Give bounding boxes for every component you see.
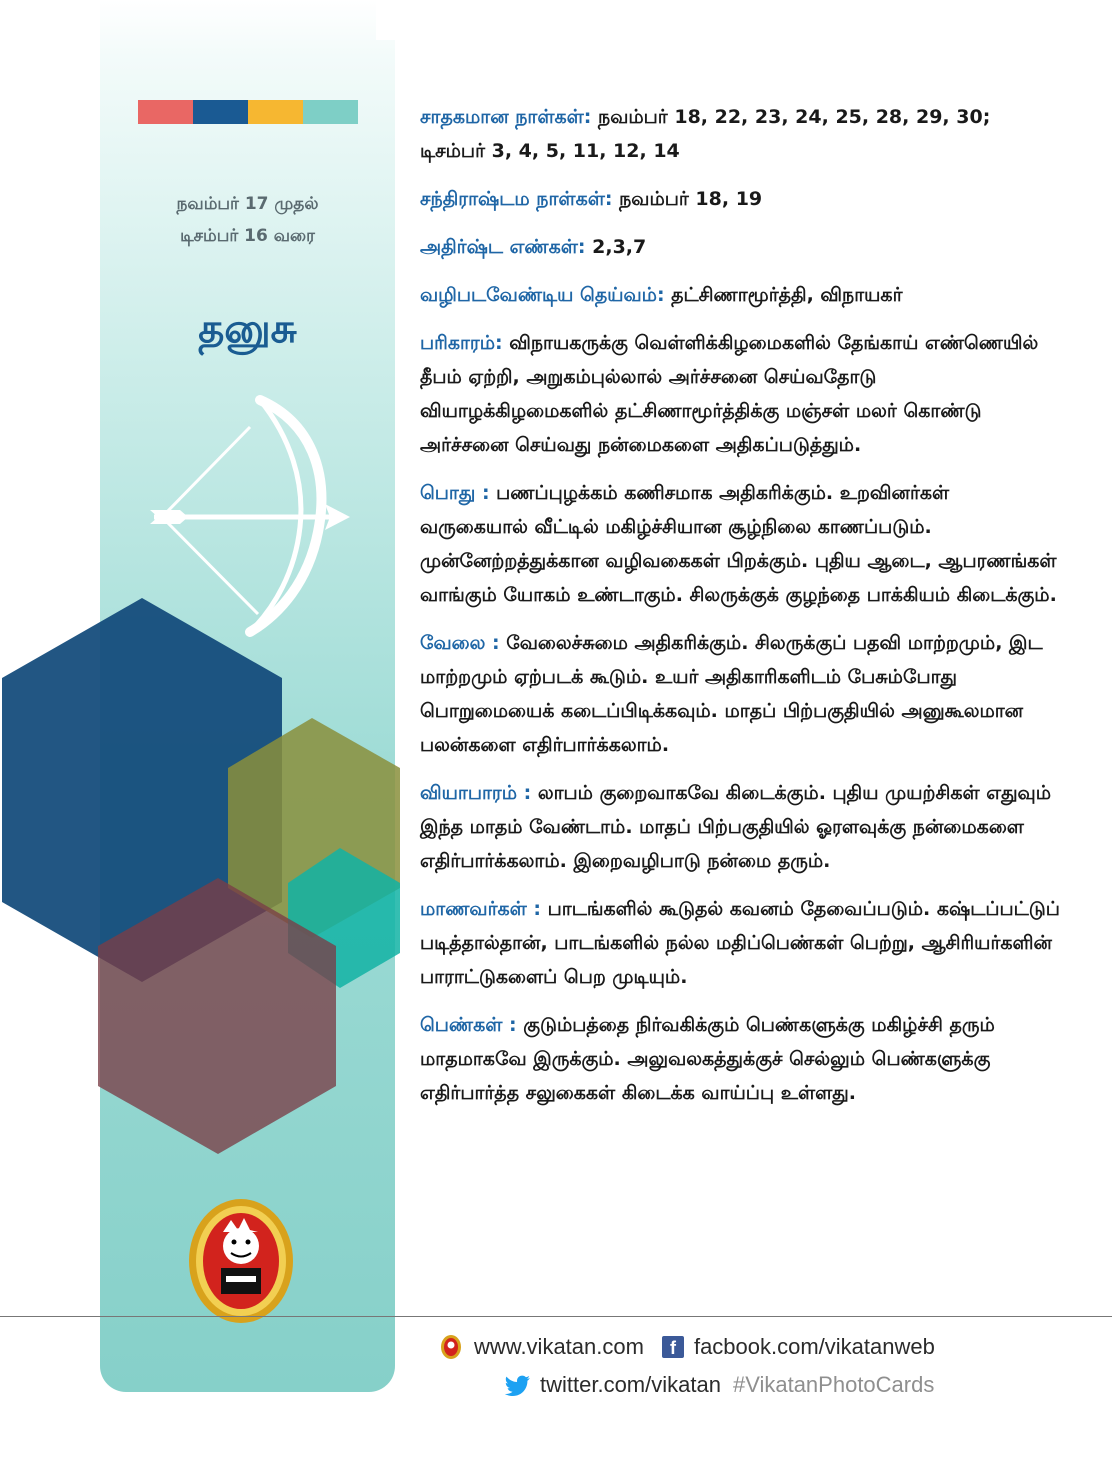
vikatan-mini-logo-icon bbox=[440, 1334, 462, 1360]
lucky-numbers: அதிர்ஷ்ட எண்கள்: 2,3,7 bbox=[420, 236, 647, 258]
horoscope-content bbox=[420, 100, 1060, 1124]
favorable-days: சாதகமான நாள்கள்: நவம்பர் 18, 22, 23, 24, 25, 28, 29, 30; டிசம்பர் 3, 4, 5, 11, 12, 14 bbox=[420, 106, 991, 162]
deity-to-worship: வழிபடவேண்டிய தெய்வம்: தட்சிணாமூர்த்தி, விநாயகர் bbox=[420, 284, 903, 306]
twitter-link[interactable]: twitter.com/vikatan bbox=[540, 1372, 721, 1397]
date-line-1: நவம்பர் 17 முதல் bbox=[176, 194, 319, 214]
women: பெண்கள் : குடும்பத்தை நிர்வகிக்கும் பெண்களுக்கு மகிழ்ச்சி தரும் மாதமாகவே இருக்கும். அலுவலகத்துக்குச் செல்லும் பெண்களுக்கு எதிர்பார்த்த சலுகைகள் கிடைக்க வாய்ப்பு உள்ளது. bbox=[420, 1014, 995, 1104]
twitter-icon bbox=[504, 1374, 530, 1396]
hashtag: #VikatanPhotoCards bbox=[732, 1372, 935, 1397]
students: மாணவர்கள் : பாடங்களில் கூடுதல் கவனம் தேவைப்படும். கஷ்டப்பட்டுப் படித்தால்தான், பாடங்களில் நல்ல மதிப்பெண்கள் பெற்று, ஆசிரியர்களின் பாராட்டுகளைப் பெற முடியும். bbox=[420, 898, 1060, 988]
website-link[interactable]: www.vikatan.com bbox=[474, 1334, 644, 1359]
remedy: பரிகாரம்: விநாயகருக்கு வெள்ளிக்கிழமைகளில் தேங்காய் எண்ணெயில் தீபம் ஏற்றி, அறுகம்புல்லால் அர்ச்சனை செய்வதோடு வியாழக்கிழமைகளில் தட்சிணாமூர்த்திக்கு மஞ்சள் மலர் கொண்டு அர்ச்சனை செய்வது நன்மைகளை அதிகப்படுத்தும். bbox=[420, 332, 1039, 456]
footer bbox=[440, 1328, 1060, 1404]
work: வேலை : வேலைச்சுமை அதிகரிக்கும். சிலருக்குப் பதவி மாற்றமும், இட மாற்றமும் ஏற்படக் கூடும். உயர் அதிகாரிகளிடம் பேசும்போது பொறுமையைக் கடைப்பிடிக்கவும். மாதப் பிற்பகுதியில் அனுகூலமான பலன்களை எதிர்பார்க்கலாம். bbox=[420, 632, 1043, 756]
business: வியாபாரம் : லாபம் குறைவாகவே கிடைக்கும். புதிய முயற்சிகள் எதுவும் இந்த மாதம் வேண்டாம். மாதப் பிற்பகுதியில் ஓரளவுக்கு நன்மைகளை எதிர்பார்க்கலாம். இறைவழிபாடு நன்மை தரும். bbox=[420, 782, 1052, 872]
facebook-link[interactable]: facbook.com/vikatanweb bbox=[693, 1334, 935, 1359]
general: பொது : பணப்புழக்கம் கணிசமாக அதிகரிக்கும். உறவினர்கள் வருகையால் வீட்டில் மகிழ்ச்சியான சூழ்நிலை காணப்படும். முன்னேற்றத்துக்கான வழிவகைகள் பிறக்கும். புதிய ஆடை, ஆபரணங்கள் வாங்கும் யோகம் உண்டாகும். சிலருக்குக் குழந்தை பாக்கியம் கிடைக்கும். bbox=[420, 482, 1057, 606]
footer-divider bbox=[0, 1316, 1112, 1317]
chandrashtama-days: சந்திராஷ்டம நாள்கள்: நவம்பர் 18, 19 bbox=[420, 188, 763, 210]
facebook-icon: f bbox=[662, 1336, 684, 1358]
decorative-hexagons bbox=[0, 0, 400, 1200]
date-line-2: டிசம்பர் 16 வரை bbox=[180, 226, 315, 246]
zodiac-sign-title: தனுசு bbox=[198, 306, 297, 352]
vikatan-logo-emblem bbox=[186, 1196, 296, 1326]
